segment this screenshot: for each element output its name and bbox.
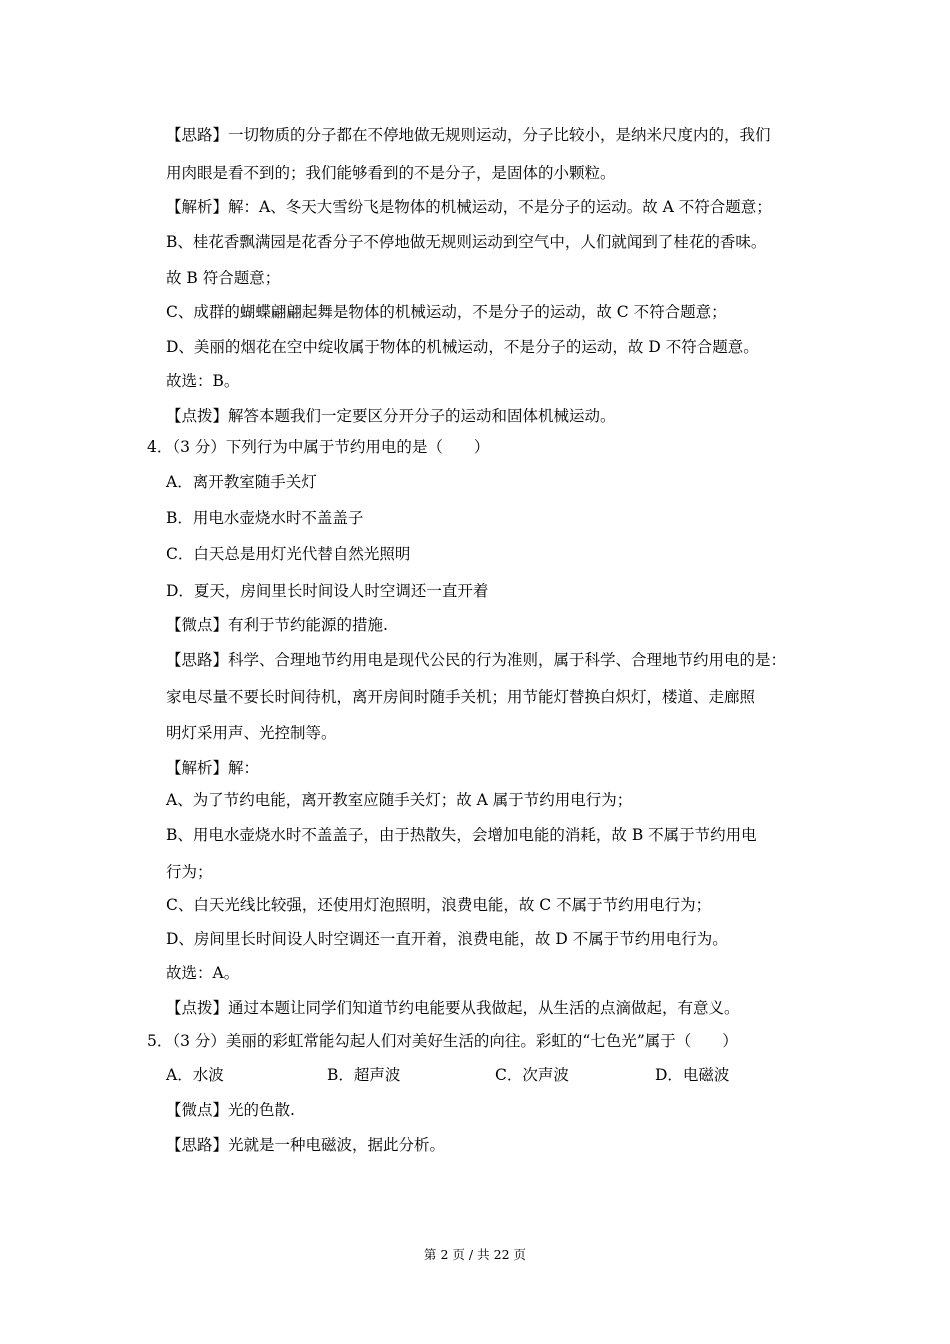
q4-jiexi-line-5: D、房间里长时间设人时空调还一直开着，浪费电能，故 D 不属于节约用电行为。	[166, 930, 728, 948]
q3-jiexi-line-2: B、桂花香飘满园是花香分子不停地做无规则运动到空气中，人们就闻到了桂花的香味。	[166, 233, 767, 251]
q3-jiexi-line-3: 故 B 符合题意；	[166, 269, 281, 287]
q4-answer: 故选：A。	[166, 964, 240, 982]
q5-option-c: C．次声波	[495, 1066, 569, 1084]
q3-silu-line-1: 【思路】一切物质的分子都在不停地做无规则运动，分子比较小，是纳米尺度内的，我们	[166, 126, 771, 144]
q4-dianbo: 【点拨】通过本题让同学们知道节约电能要从我做起，从生活的点滴做起，有意义。	[166, 999, 740, 1017]
footer-page-label: 第	[423, 1247, 437, 1262]
q4-jiexi-line-3: 行为；	[166, 863, 213, 881]
q5-stem: 5．（3 分）美丽的彩虹常能勾起人们对美好生活的向往。彩虹的“七色光”属于（ ）	[147, 1032, 738, 1050]
q4-stem: 4．（3 分）下列行为中属于节约用电的是（ ）	[147, 438, 490, 456]
q4-option-d: D．夏天，房间里长时间设人时空调还一直开着	[166, 582, 489, 600]
q4-option-b: B．用电水壶烧水时不盖盖子	[166, 509, 364, 527]
q5-silu: 【思路】光就是一种电磁波，据此分析。	[166, 1136, 446, 1154]
q5-option-b: B．超声波	[327, 1066, 401, 1084]
q5-weidian: 【微点】光的色散.	[166, 1101, 295, 1119]
footer-total-unit: 页	[513, 1247, 527, 1262]
q4-jiexi-head: 【解析】解：	[166, 759, 260, 777]
q4-jiexi-line-1: A、为了节约电能，离开教室应随手关灯；故 A 属于节约用电行为；	[166, 791, 633, 809]
footer-total-label: 共	[477, 1247, 490, 1262]
q4-weidian: 【微点】有利于节约能源的措施.	[166, 616, 388, 634]
page-footer	[0, 1246, 950, 1264]
q4-option-a: A．离开教室随手关灯	[166, 473, 317, 491]
footer-separator: /	[468, 1247, 474, 1262]
q5-option-a: A．水波	[166, 1066, 224, 1084]
q4-jiexi-line-4: C、白天光线比较强，还使用灯泡照明，浪费电能，故 C 不属于节约用电行为；	[166, 896, 712, 914]
q4-jiexi-line-2: B、用电水壶烧水时不盖盖子，由于热散失，会增加电能的消耗，故 B 不属于节约用电	[166, 826, 757, 844]
footer-page-current: 2	[440, 1247, 449, 1262]
q5-option-d: D．电磁波	[655, 1066, 730, 1084]
footer-page-total: 22	[493, 1247, 510, 1262]
q3-jiexi-line-4: C、成群的蝴蝶翩翩起舞是物体的机械运动，不是分子的运动，故 C 不符合题意；	[166, 303, 727, 321]
q3-silu-line-2: 用肉眼是看不到的；我们能够看到的不是分子，是固体的小颗粒。	[166, 164, 616, 182]
q3-jiexi-line-1: 【解析】解：A、冬天大雪纷飞是物体的机械运动，不是分子的运动。故 A 不符合题意；	[166, 198, 772, 216]
q4-option-c: C．白天总是用灯光代替自然光照明	[166, 545, 411, 563]
q3-dianbo: 【点拨】解答本题我们一定要区分开分子的运动和固体机械运动。	[166, 407, 616, 425]
q4-silu-line-2: 家电尽量不要长时间待机，离开房间时随手关机；用节能灯替换白炽灯，楼道、走廊照	[166, 688, 756, 706]
q3-jiexi-line-5: D、美丽的烟花在空中绽收属于物体的机械运动，不是分子的运动，故 D 不符合题意。	[166, 338, 759, 356]
q3-answer: 故选：B。	[166, 372, 240, 390]
q4-silu-line-1: 【思路】科学、合理地节约用电是现代公民的行为准则，属于科学、合理地节约用电的是：	[166, 651, 787, 669]
footer-page-unit: 页	[452, 1247, 465, 1262]
q4-silu-line-3: 明灯采用声、光控制等。	[166, 724, 337, 742]
